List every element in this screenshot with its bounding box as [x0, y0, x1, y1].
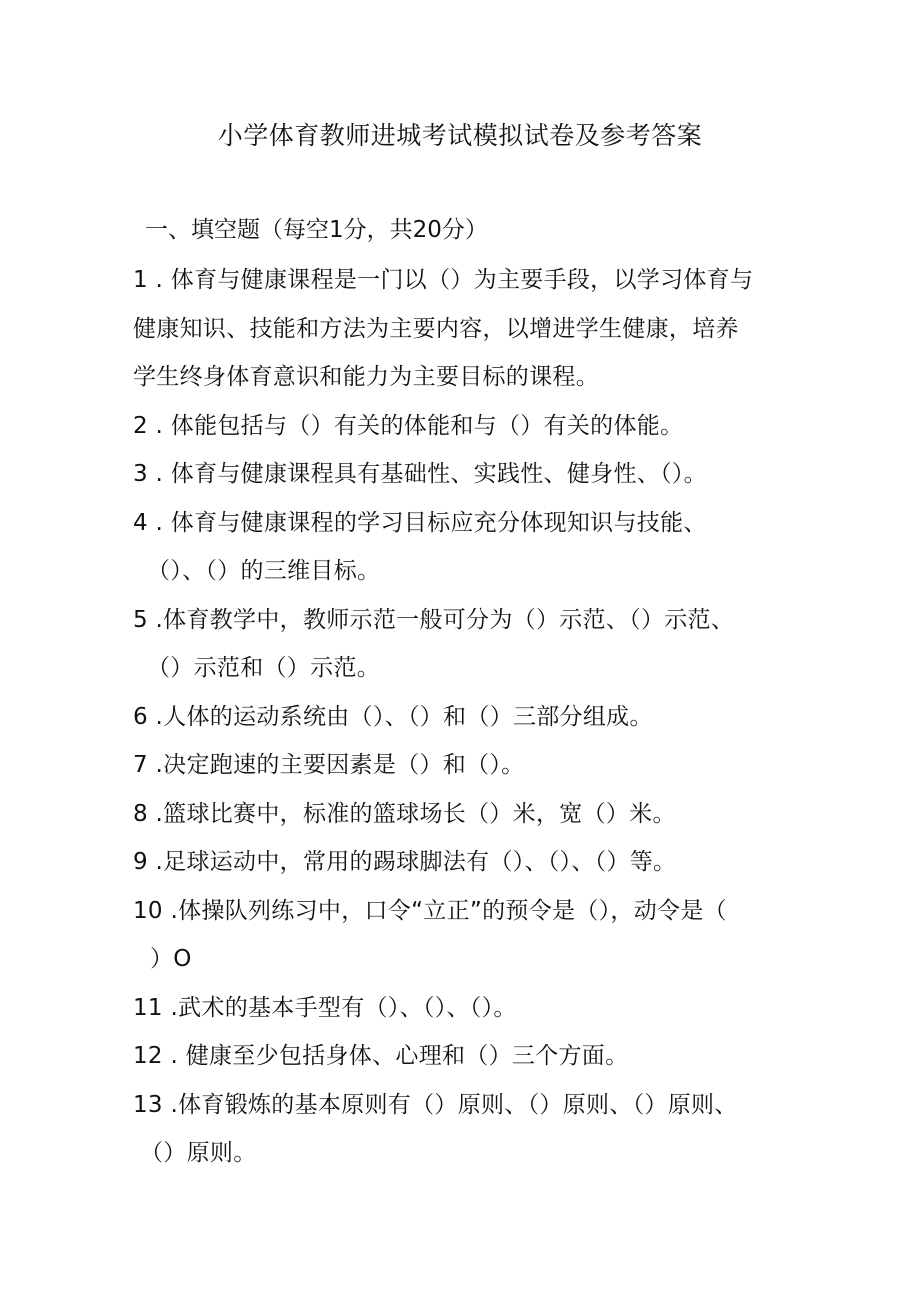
question-line: 2 . 体能包括与（）有关的体能和与（）有关的体能。 — [133, 413, 684, 439]
question-line: 学生终身体育意识和能力为主要目标的课程。 — [133, 364, 599, 390]
question-line: 7 .决定跑速的主要因素是（）和（）。 — [133, 752, 525, 778]
question-line: 9 .足球运动中，常用的踢球脚法有（）、（）、（）等。 — [133, 849, 677, 875]
section-heading: 一、填空题（每空1分，共20分） — [145, 217, 488, 243]
question-line: （）示范和（）示范。 — [147, 655, 380, 681]
question-line: 健康知识、技能和方法为主要内容，以增进学生健康，培养 — [133, 316, 739, 342]
question-line: （）、（）的三维目标。 — [147, 558, 381, 584]
question-line: 8 .篮球比赛中，标准的篮球场长（）米，宽（）米。 — [133, 801, 676, 827]
document-title: 小学体育教师进城考试模拟试卷及参考答案 — [217, 121, 703, 150]
question-line: 3 . 体育与健康课程具有基础性、实践性、健身性、（）。 — [133, 461, 707, 487]
question-line: 6 .人体的运动系统由（）、（）和（）三部分组成。 — [133, 704, 653, 730]
question-line: 11 .武术的基本手型有（）、（）、（）。 — [133, 995, 517, 1021]
question-line: 4 . 体育与健康课程的学习目标应充分体现知识与技能、 — [133, 510, 707, 536]
question-line: 13 .体育锻炼的基本原则有（）原则、（）原则、（）原则、 — [133, 1092, 738, 1118]
question-line: （）原则。 — [140, 1140, 257, 1166]
question-line: ）O — [150, 946, 192, 972]
question-line: 12 . 健康至少包括身体、心理和（）三个方面。 — [133, 1043, 629, 1069]
question-line: 1 . 体育与健康课程是一门以（）为主要手段，以学习体育与 — [133, 267, 754, 293]
question-line: 5 .体育教学中，教师示范一般可分为（）示范、（）示范、 — [133, 607, 735, 633]
question-line: 10 .体操队列练习中，口令“立正”的预令是（），动令是（ — [133, 898, 727, 924]
